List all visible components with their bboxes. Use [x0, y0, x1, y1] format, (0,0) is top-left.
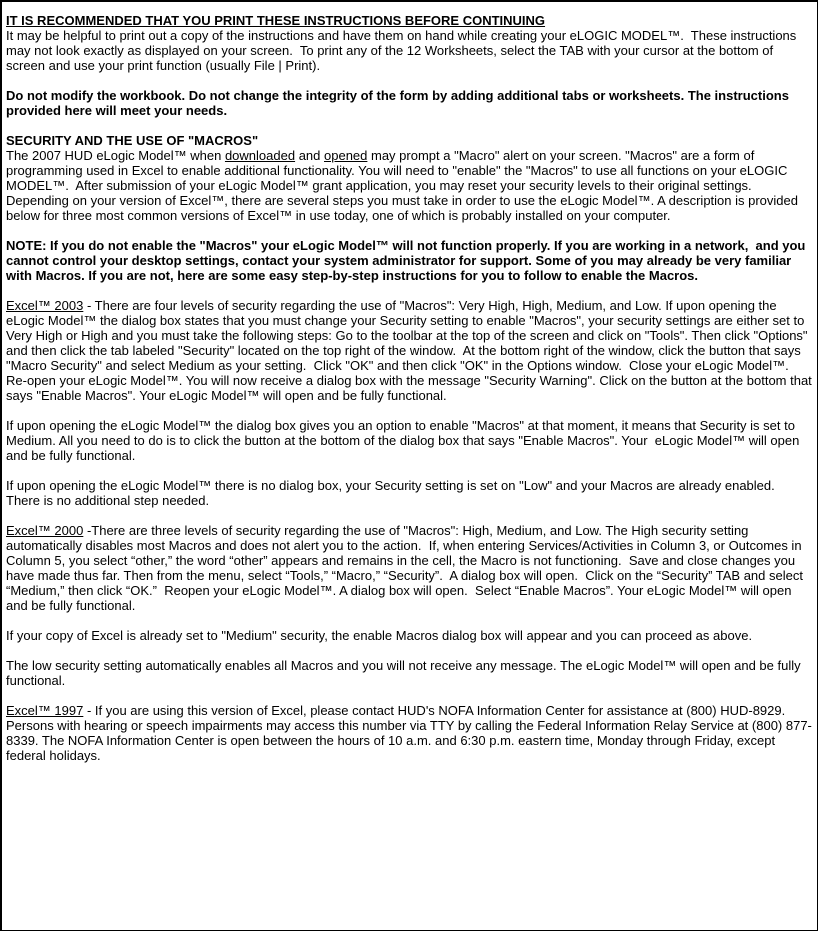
para-no-dialog-low: [6, 478, 812, 508]
text-run: NOTE: If you do not enable the "Macros" your eLogic Model™ will not function properly. If you are working in a network, and you cannot control your desktop settings, contact your system administrator for support. Some of you may already be very familiar with Macros. If you are not, here are some easy step-by-step instructions for you to follow to enable the Macros.: [6, 238, 809, 283]
text-run: Excel™ 2003: [6, 298, 84, 313]
text-run: It may be helpful to print out a copy of the instructions and have them on hand while creating your eLOGIC MODEL™. These instructions may not look exactly as displayed on your screen. To print any of the 12 Worksheets, select the TAB with your cursor at the bottom of screen and use your print function (usually File | Print).: [6, 28, 800, 73]
text-run: The low security setting automatically enables all Macros and you will not receive any message. The eLogic Model™ will open and be fully functional.: [6, 658, 805, 688]
text-run: Do not modify the workbook. Do not change the integrity of the form by adding additional tabs or worksheets. The instructions provided here will meet your needs.: [6, 88, 793, 118]
text-run: IT IS RECOMMENDED THAT YOU PRINT THESE INSTRUCTIONS BEFORE CONTINUING: [6, 13, 546, 28]
text-run: SECURITY AND THE USE OF "MACROS": [6, 133, 259, 148]
spacer-line: [6, 403, 812, 418]
heading-security-macros: [6, 133, 812, 148]
spacer-line: [6, 643, 812, 658]
text-run: -There are three levels of security regarding the use of "Macros": High, Medium, and Low. The High security setting automatically disables most Macros and does not alert you to the action. If, when entering Services/Activities in Column 3, or Outcomes in Column 5, you select “other,” the word “other” appears and remains in the cell, the Macro is not functioning. Save and close changes you have made thus far. Then from the menu, select “Tools,” “Macro,” “Security”. A dialog box will open. Click on the “Security” TAB and select “Medium,” then click “OK.” Reopen your eLogic Model™. A dialog box will open. Select “Enable Macros”. Your eLogic Model™ will open and be fully functional.: [6, 523, 807, 613]
text-run: If your copy of Excel is already set to "Medium" security, the enable Macros dialog box will appear and you can proceed as above.: [6, 628, 753, 643]
text-run: may prompt a "Macro" alert on your screen. "Macros" are a form of programming used in Excel to enable additional functionality. You will need to "enable" the "Macros" to use all functions on your eLOGIC MODEL™. After submission of your eLogic Model™ grant application, you may reset your security levels to their original settings. Depending on your version of Excel™, there are several steps you must take in order to use the eLogic Model™. A description is provided below for three most common versions of Excel™ in use today, one of which is probably installed on your computer.: [6, 148, 802, 223]
text-run: Excel™ 1997: [6, 703, 84, 718]
para-dialog-medium: [6, 418, 812, 463]
spacer-line: [6, 73, 812, 88]
text-run: - There are four levels of security regarding the use of "Macros": Very High, High, Medium, and Low. If upon opening the eLogic Model™ the dialog box states that you must change your Security setting to enable "Macros", your security settings are either set to Very High or High and you must take the following steps: Go to the toolbar at the top of the screen and click on "Tools". Then click "Options" and then click the tab labeled "Security" located on the top right of the window. At the bottom right of the window, click the button that says "Macro Security" and select Medium as your setting. Click "OK" and then click "OK" in the Options window. Close your eLogic Model™. Re-open your eLogic Model™. You will now receive a dialog box with the message "Security Warning". Click on the button at the bottom that says "Enable Macros". Your eLogic Model™ will open and be fully functional.: [6, 298, 816, 403]
spacer-line: [6, 463, 812, 478]
text-run: opened: [324, 148, 368, 163]
spacer-line: [6, 118, 812, 133]
para-low-security: [6, 658, 812, 688]
para-medium-proceed: [6, 628, 812, 643]
para-excel-1997: [6, 703, 812, 763]
text-run: - If you are using this version of Excel, please contact HUD's NOFA Information Center for assistance at (800) HUD-8929. Persons with hearing or speech impairments may access this number via TTY by calling the Federal Information Relay Service at (800) 877-8339. The NOFA Information Center is open between the hours of 10 a.m. and 6:30 p.m. eastern time, Monday through Friday, except federal holidays.: [6, 703, 812, 763]
text-run: The 2007 HUD eLogic Model™ when: [6, 148, 225, 163]
spacer-line: [6, 613, 812, 628]
para-excel-2003: [6, 298, 816, 403]
document-body: [2, 2, 817, 930]
text-run: and: [295, 148, 324, 163]
spacer-line: [6, 508, 812, 523]
spacer-line: [6, 688, 812, 703]
heading-print-instructions: [6, 13, 812, 28]
spacer-line: [6, 283, 812, 298]
spacer-line: [6, 223, 812, 238]
text-run: If upon opening the eLogic Model™ there is no dialog box, your Security setting is set on "Low" and your Macros are already enabled. There is no additional step needed.: [6, 478, 779, 508]
para-excel-2000: [6, 523, 812, 613]
para-print-copy: [6, 28, 812, 73]
text-run: If upon opening the eLogic Model™ the dialog box gives you an option to enable "Macros" at that moment, it means that Security is set to Medium. All you need to do is to click the button at the bottom of the dialog box that says "Enable Macros". Your eLogic Model™ will open and be fully functional.: [6, 418, 803, 463]
text-run: downloaded: [224, 148, 296, 163]
para-macro-alert: [6, 148, 812, 223]
text-run: Excel™ 2000: [6, 523, 84, 538]
para-do-not-modify: [6, 88, 812, 118]
para-note-enable-macros: [6, 238, 812, 283]
